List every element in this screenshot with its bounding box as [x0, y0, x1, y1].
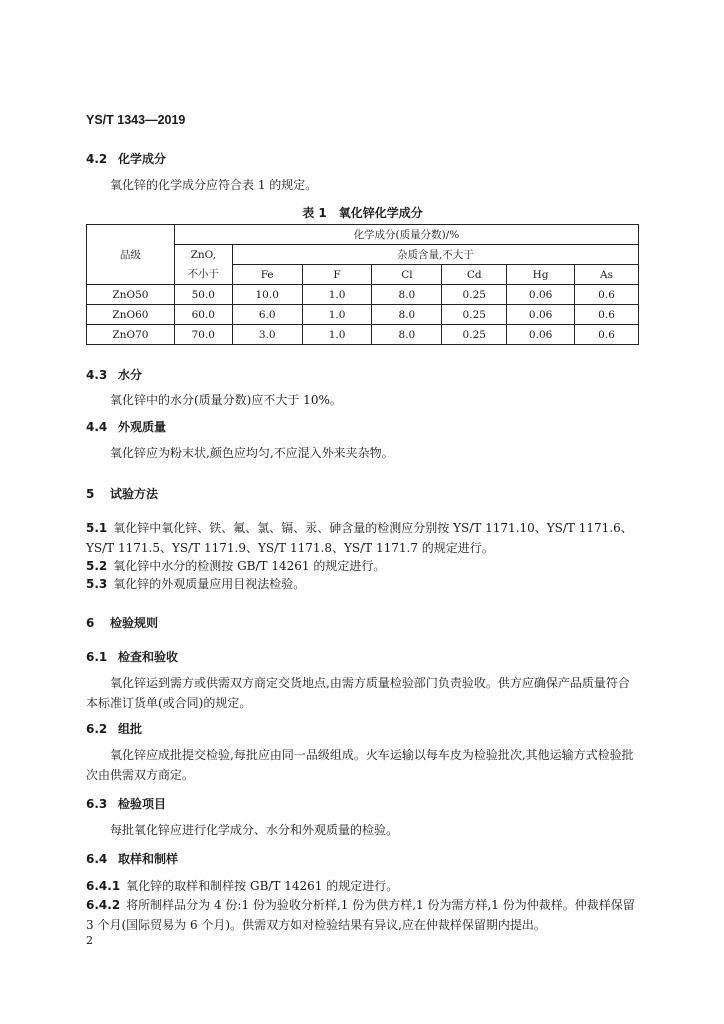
cell-grade: ZnO50	[87, 285, 175, 305]
cell-value: 0.06	[507, 305, 575, 325]
cell-value: 0.06	[507, 325, 575, 345]
standard-code: YS/T 1343—2019	[86, 113, 186, 127]
heading-4-2: 4.2 化学成分	[86, 152, 167, 166]
header-zno-line1: ZnO,	[190, 248, 216, 261]
header-grade: 品级	[87, 225, 175, 285]
header-element: Fe	[232, 265, 302, 285]
cell-value: 0.25	[442, 325, 507, 345]
paragraph-6-3: 每批氧化锌应进行化学成分、水分和外观质量的检验。	[110, 823, 399, 837]
paragraph-4-3: 氧化锌中的水分(质量分数)应不大于 10%。	[110, 393, 342, 407]
table-row	[87, 325, 639, 345]
clause-5-3: 5.3 氧化锌的外观质量应用目视法检验。	[86, 577, 306, 591]
clause-6-4-1: 6.4.1 氧化锌的取样和制样按 GB/T 14261 的规定进行。	[86, 879, 399, 893]
page-number: 2	[86, 934, 93, 947]
cell-zno: 50.0	[174, 285, 232, 305]
heading-4-4: 4.4 外观质量	[86, 420, 167, 434]
cell-value: 10.0	[232, 285, 302, 305]
cell-grade: ZnO60	[87, 305, 175, 325]
cell-value: 0.06	[507, 285, 575, 305]
cell-value: 1.0	[302, 285, 372, 305]
header-zno	[174, 245, 232, 285]
clause-5-1: 5.1 氧化锌中氧化锌、铁、氟、氯、镉、汞、砷含量的检测应分别按 YS/T 1171.10、YS/T 1171.6、YS/T 1171.5、YS/T 1171.9、YS/T 1171.8、YS/T 1171.7 的规定进行。	[86, 521, 633, 555]
header-element: F	[302, 265, 372, 285]
clause-5-2: 5.2 氧化锌中水分的检测按 GB/T 14261 的规定进行。	[86, 559, 386, 573]
heading-6-4: 6.4 取样和制样	[86, 852, 179, 866]
paragraph-4-4: 氧化锌应为粉末状,颜色应均匀,不应混入外来夹杂物。	[110, 446, 394, 460]
table-caption: 表 1 氧化锌化学成分	[302, 206, 423, 220]
cell-value: 0.6	[575, 285, 639, 305]
header-element: As	[575, 265, 639, 285]
chemical-composition-table	[86, 224, 639, 345]
table-row	[87, 285, 639, 305]
cell-value: 8.0	[372, 325, 442, 345]
cell-grade: ZnO70	[87, 325, 175, 345]
heading-6: 6 检验规则	[86, 616, 159, 630]
cell-value: 0.6	[575, 305, 639, 325]
cell-value: 3.0	[232, 325, 302, 345]
cell-value: 6.0	[232, 305, 302, 325]
heading-6-3: 6.3 检验项目	[86, 797, 167, 811]
header-element: Cd	[442, 265, 507, 285]
header-chemical-composition: 化学成分(质量分数)/%	[174, 225, 638, 245]
cell-value: 8.0	[372, 285, 442, 305]
cell-value: 1.0	[302, 325, 372, 345]
table-row	[87, 305, 639, 325]
clause-6-4-2: 6.4.2 将所制样品分为 4 份:1 份为验收分析样,1 份为供方样,1 份为需方样,1 份为仲裁样。仲裁样保留 3 个月(国际贸易为 6 个月)。供需双方如对检验结果有异议,应在仲裁样保留期内提出。	[86, 898, 635, 932]
cell-zno: 70.0	[174, 325, 232, 345]
heading-6-1: 6.1 检查和验收	[86, 650, 179, 664]
header-impurity: 杂质含量,不大于	[232, 245, 638, 265]
heading-4-3: 4.3 水分	[86, 368, 143, 382]
cell-value: 0.6	[575, 325, 639, 345]
header-zno-line2: 不小于	[187, 267, 220, 280]
header-element: Hg	[507, 265, 575, 285]
cell-value: 1.0	[302, 305, 372, 325]
cell-value: 0.25	[442, 285, 507, 305]
heading-5: 5 试验方法	[86, 487, 159, 501]
cell-value: 8.0	[372, 305, 442, 325]
header-element: Cl	[372, 265, 442, 285]
cell-zno: 60.0	[174, 305, 232, 325]
heading-6-2: 6.2 组批	[86, 722, 143, 736]
cell-value: 0.25	[442, 305, 507, 325]
paragraph-6-1: 氧化锌运到需方或供需双方商定交货地点,由需方质量检验部门负责验收。供方应确保产品质量符合本标准订货单(或合同)的规定。	[86, 676, 630, 710]
paragraph-6-2: 氧化锌应成批提交检验,每批应由同一品级组成。火车运输以每车皮为检验批次,其他运输方式检验批次由供需双方商定。	[86, 748, 634, 782]
paragraph-4-2: 氧化锌的化学成分应符合表 1 的规定。	[110, 178, 318, 192]
